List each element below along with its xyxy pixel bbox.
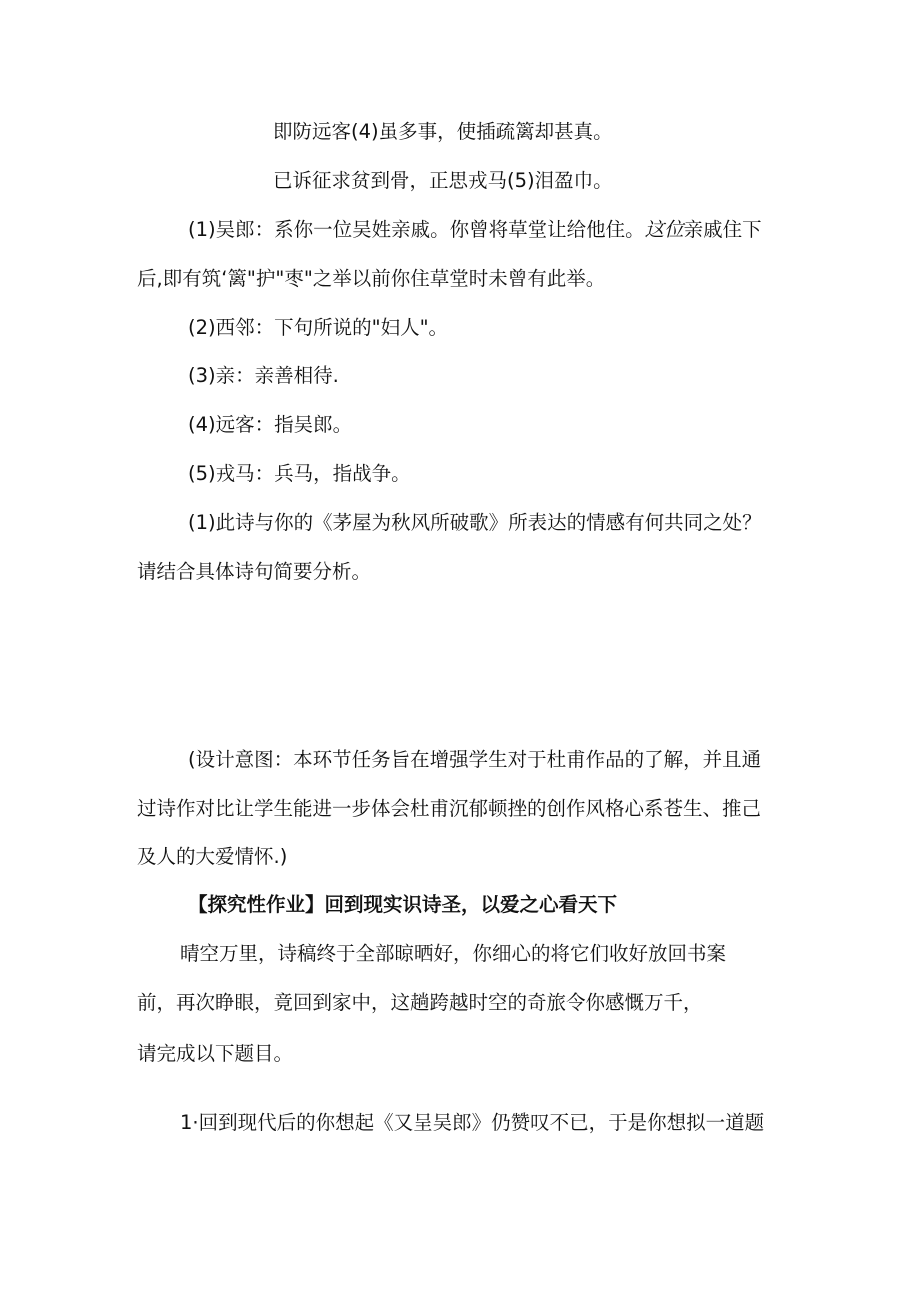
design-intent-line-b: 过诗作对比让学生能进一步体会杜甫沉郁顿挫的创作风格心系苍生、推己 xyxy=(137,797,762,820)
note-1-line-b: 后,即有筑‘篱"护"枣"之举以前你住草堂时未曾有此举。 xyxy=(137,267,606,290)
note-3: (3)亲：亲善相待. xyxy=(188,364,339,387)
note-1-text-prefix: (1)吴郎：系你一位吴姓亲戚。你曾将草堂让给他住。 xyxy=(188,218,645,241)
note-2: (2)西邻：下句所说的"妇人"。 xyxy=(188,316,449,339)
narrative-line-b: 前，再次睁眼，竟回到家中，这趟跨越时空的奇旅令你感慨万千， xyxy=(137,991,703,1014)
design-intent-line-c: 及人的大爱情怀.) xyxy=(137,845,288,868)
poem-line-1: 即防远客(4)虽多事，使插疏篱却甚真。 xyxy=(273,120,613,143)
narrative-line-a: 晴空万里，诗稿终于全部晾晒好，你细心的将它们收好放回书案 xyxy=(180,942,727,965)
poem-line-2: 已诉征求贫到骨，正思戎马(5)泪盈巾。 xyxy=(273,169,613,192)
question-1-line-b: 请结合具体诗句简要分析。 xyxy=(137,560,372,583)
design-intent-line-a: (设计意图：本环节任务旨在增强学生对于杜甫作品的了解，并且通 xyxy=(188,748,762,771)
narrative-line-c: 请完成以下题目。 xyxy=(137,1042,294,1065)
note-1-line-a xyxy=(188,216,762,244)
section-heading: 【探究性作业】回到现实识诗圣，以爱之心看天下 xyxy=(188,893,618,916)
note-4: (4)远客：指吴郎。 xyxy=(188,413,353,436)
note-1-text-suffix: 亲戚住下 xyxy=(683,218,762,241)
question-1-line-a: (1)此诗与你的《茅屋为秋风所破歌》所表达的情感有何共同之处？ xyxy=(188,511,762,534)
note-1-text-italic: 这位 xyxy=(644,218,684,241)
task-1-line: 1·回到现代后的你想起《又呈吴郎》仍赞叹不已，于是你想拟一道题 xyxy=(180,1111,765,1134)
note-5: (5)戎马：兵马，指战争。 xyxy=(188,462,411,485)
